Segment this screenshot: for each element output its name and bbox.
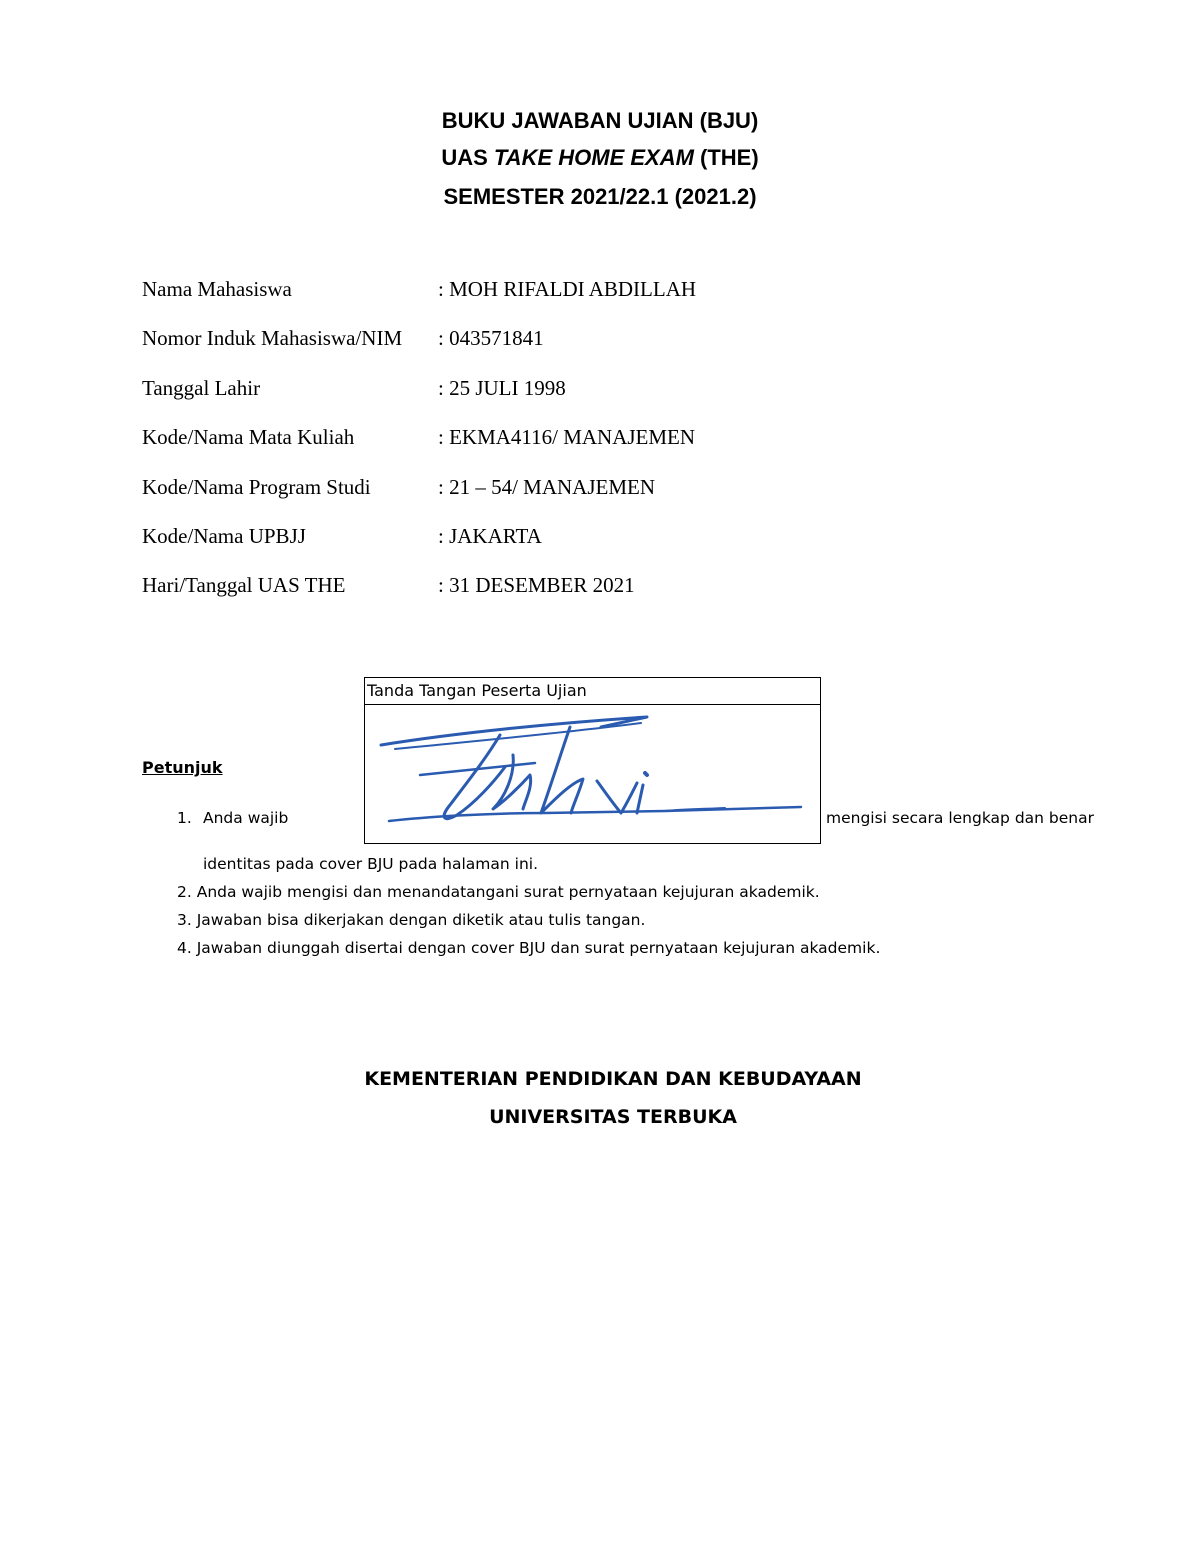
instruction-4: 4. Jawaban diunggah disertai dengan cover BJU dan surat pernyataan kejujuran akademik. <box>177 939 881 957</box>
identity-value: : EKMA4116/ MANAJEMEN <box>438 425 696 449</box>
signature-stroke <box>381 717 647 745</box>
identity-value: : 31 DESEMBER 2021 <box>438 573 635 597</box>
identity-value: : MOH RIFALDI ABDILLAH <box>438 277 697 301</box>
footer-university: UNIVERSITAS TERBUKA <box>489 1106 737 1128</box>
signature-caption: Tanda Tangan Peserta Ujian <box>365 678 820 705</box>
signature-image <box>365 705 820 843</box>
identity-label: Kode/Nama Mata Kuliah <box>142 425 355 449</box>
title-line-2-prefix: UAS <box>441 145 494 170</box>
identity-label: Nomor Induk Mahasiswa/NIM <box>142 326 403 350</box>
title-line-1: BUKU JAWABAN UJIAN (BJU) <box>441 108 759 133</box>
identity-value: : 25 JULI 1998 <box>438 376 566 400</box>
instruction-1-continuation: identitas pada cover BJU pada halaman ini. <box>203 855 538 873</box>
signature-stroke <box>541 727 583 813</box>
identity-label: Kode/Nama UPBJJ <box>142 524 306 548</box>
title-line-2 <box>0 145 1200 171</box>
identity-value: : JAKARTA <box>438 524 542 548</box>
identity-value: : 043571841 <box>438 326 544 350</box>
instruction-1-start: Anda wajib <box>203 809 289 827</box>
instruction-1-number: 1. <box>177 809 192 827</box>
identity-label: Nama Mahasiswa <box>142 277 292 301</box>
instruction-2: 2. Anda wajib mengisi dan menandatangani surat pernyataan kejujuran akademik. <box>177 883 820 901</box>
instruction-1-end: mengisi secara lengkap dan benar <box>826 809 1094 827</box>
footer-ministry: KEMENTERIAN PENDIDIKAN DAN KEBUDAYAAN <box>364 1068 862 1090</box>
title-line-2-italic: TAKE HOME EXAM <box>493 145 694 170</box>
identity-label: Hari/Tanggal UAS THE <box>142 573 346 597</box>
instruction-3: 3. Jawaban bisa dikerjakan dengan diketik atau tulis tangan. <box>177 911 646 929</box>
instructions-heading: Petunjuk <box>142 758 223 777</box>
signature-box <box>364 677 821 844</box>
signature-stroke <box>420 763 535 775</box>
identity-label: Kode/Nama Program Studi <box>142 475 371 499</box>
identity-value: : 21 – 54/ MANAJEMEN <box>438 475 656 499</box>
signature-stroke <box>645 773 647 775</box>
title-line-2-suffix: (THE) <box>693 145 759 170</box>
signature-stroke <box>637 785 643 813</box>
signature-stroke <box>597 781 637 813</box>
identity-label: Tanggal Lahir <box>142 376 261 400</box>
title-line-3: SEMESTER 2021/22.1 (2021.2) <box>443 184 757 209</box>
